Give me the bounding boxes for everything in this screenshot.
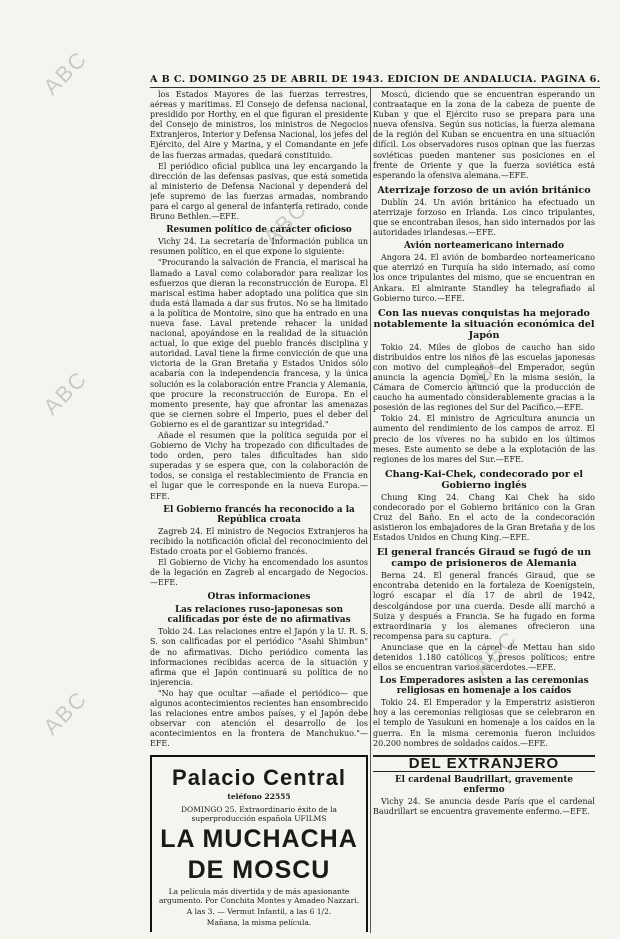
article-paragraph: Dublín 24. Un avión británico ha efectuado un aterrizaje forzoso en Irlanda. Los cinco tripulantes, que se encontraban ilesos, han sido internados por las autoridades irlandesas.—EFE.	[373, 197, 595, 238]
column-divider	[370, 88, 371, 933]
article-headline: Con las nuevas conquistas ha mejorado notablemente la situación económica del Japón	[373, 307, 595, 341]
film-title-line1: LA MUCHACHA	[160, 824, 358, 853]
article-paragraph: Tokio 24. El ministro de Agricultura anuncia un aumento del rendimiento de los campos de arroz. El precio de los víveres no ha subido en los últimos meses. Este aumento se debe a la explotación de las regiones de los mares del Sur.—EFE.	[373, 414, 595, 464]
article-paragraph: Anunciase que en la cárcel de Mettau han sido detenidos 1.180 católicos y presos políticos; entre ellos se encuentran varios sacerdotes.—EFE.	[373, 642, 595, 673]
watermark: ABC	[458, 345, 513, 400]
article-headline: Avión norteamericano internado	[404, 241, 564, 252]
article-headline: Los Emperadores asisten a las ceremonias religiosas en homenaje a los caídos	[379, 676, 589, 697]
article-paragraph: El Gobierno de Vichy ha encomendado los asuntos de la legación en Zagreb al encargado de Negocios.—EFE.	[150, 557, 368, 588]
cinema-advertisement	[150, 755, 368, 932]
article-paragraph: Chung King 24. Chang Kai Chek ha sido condecorado por el Gobierno británico con la Gran Cruz del Baño. En el acto de la condecoración asistieron los embajadores de la Gran Bretaña y de los Estados Unidos en Chung King.—EFE.	[373, 492, 595, 543]
article-paragraph: El periódico oficial publica una ley encargando la dirección de las defensas pasivas, que está sometida al ministerio de Defensa Nacional y dependerá del jefe supremo de las fuerzas armadas, nombrando para el cargo al general de infantería retirado, conde Bruno Bethlen.—EFE.	[150, 161, 368, 222]
ad-text: Mañana, la misma película.	[206, 917, 312, 927]
article-paragraph: "No hay que ocultar —añade el periódico— que algunos acontecimientos recientes han ensombrecido las relaciones entre ambos países, y el Japón debe observar con atención el desarrollo de los acontecimientos en la frontera de Manchukuo."—EFE.	[150, 688, 368, 749]
article-headline: Chang-Kai-Chek, condecorado por el Gobierno inglés	[385, 468, 583, 491]
article-paragraph: los Estados Mayores de las fuerzas terrestres, aéreas y marítimas. El Consejo de defensa nacional, presidido por Horthy, en el que figuran el presidente del Consejo de ministros, los ministros de Negocios Extranjeros, Interior y Defensa Nacional, los jefes del Ejército, del Aire y Marina, y el Comandante en jefe de las fuerzas armadas, quedará constituido.	[150, 90, 368, 160]
watermark: ABC	[38, 45, 93, 100]
article-paragraph: Vichy 24. La secretaría de Información publica un resumen político, en el que expone lo siguiente:	[150, 237, 368, 257]
watermark: ABC	[38, 685, 93, 740]
section-banner: DEL EXTRANJERO	[373, 755, 595, 772]
right-column	[373, 90, 595, 932]
article-paragraph: Tokio 24. Miles de globos de caucho han sido distribuidos entre los niños de las escuelas japonesas con motivo del cumpleaños del Emperador, según anuncia la agencia Domei. En la misma sesión, la Cámara de Comercio anunció que la producción de caucho ha aumentado considerablemente gracias a la posesión de las regiones del Sur del Pacífico.—EFE.	[373, 342, 595, 413]
article-paragraph: Vichy 24. Se anuncia desde París que el cardenal Baudrillart se encuentra gravemente enfermo.—EFE.	[373, 796, 595, 816]
article-paragraph: Añade el resumen que la política seguida por el Gobierno de Vichy ha tropezado con dificultades de todo orden, pero tales dificultades han sido superadas y se espera que, con la colaboración de todos, se consiga el restablecimiento de Francia en el lugar que le corresponde en la nueva Europa.—EFE.	[150, 431, 368, 501]
article-headline: Resumen político de carácter oficioso	[166, 225, 352, 236]
article-paragraph: Angora 24. El avión de bombardeo norteamericano que aterrizó en Turquía ha sido internado, así como los once tripulantes del mismo, que se encuentran en Ankara. El almirante Standley ha telegrafiado al Gobierno turco.—EFE.	[373, 253, 595, 303]
article-paragraph: Moscú, diciendo que se encuentran esperando un contraataque en la zona de la cabeza de puente de Kuban y que el Ejército ruso se prepara para una nueva ofensiva. Según sus noticias, la fuerza alemana de la región del Kuban se encuentra en una situación difícil. Los observadores rusos opinan que las fuerzas soviéticas pueden mantener sus posiciones en el frente de Oriente y que la fuerza soviética está esperando la ofensiva alemana.—EFE.	[373, 90, 595, 180]
article-headline: El general francés Giraud se fugó de un campo de prisioneros de Alemania	[376, 547, 592, 570]
article-paragraph: Tokio 24. El Emperador y la Emperatriz asistieron hoy a las ceremonias religiosas que se celebraron en el templo de Yasukuni en homenaje a los caídos en la guerra. En la misma ceremonia fueron incluidos 20.200 nombres de soldados caídos.—EFE.	[373, 698, 595, 748]
ad-text: DOMINGO 25. Extraordinario éxito de la superproducción española UFILMS	[181, 804, 337, 823]
article-headline: Las relaciones ruso-japonesas son calificadas por éste de no afirmativas	[167, 605, 351, 626]
article-headline: El cardenal Baudrillart, gravemente enfermo	[394, 774, 574, 795]
film-title-line2: DE MOSCU	[187, 855, 331, 884]
section-heading: Otras informaciones	[207, 592, 311, 603]
watermark: ABC	[258, 195, 313, 250]
ad-text: A las 3. — Vermut Infantil, a las 6 1/2.	[186, 906, 332, 916]
watermark: ABC	[38, 365, 93, 420]
article-paragraph: Berna 24. El general francés Giraud, que se encontraba detenido en la fortaleza de Koenigstein, logró escapar el día 17 de abril de 1942, descolgándose por una cuerda. Desde allí marchó a Suiza y después a Francia. Se ha fugado en forma extraordinaria y los alemanes ofrecieron una recompensa para su captura.	[373, 571, 595, 641]
article-headline: Aterrizaje forzoso de un avión británico	[377, 184, 591, 196]
watermark: ABC	[468, 625, 523, 680]
page-header: A B C. DOMINGO 25 DE ABRIL DE 1943. EDICION DE ANDALUCIA. PAGINA 6.	[150, 74, 600, 88]
article-paragraph: Tokio 24. Las relaciones entre el Japón y la U. R. S. S. son calificadas por el periódico "Asahi Shimbun" de no afirmativas. Dicho periódico comenta las informaciones recibidas acerca de la situación y afirma que el Japón continuará su política de no injerencia.	[150, 627, 368, 687]
article-paragraph: Zagreb 24. El ministro de Negocios Extranjeros ha recibido la notificación oficial del reconocimiento del Estado croata por el Gobierno francés.	[150, 526, 368, 556]
article-paragraph: "Procurando la salvación de Francia, el mariscal ha llamado a Laval como colaborador para realizar los esfuerzos que dieran la reconstrucción de Europa. El mariscal estima haber adoptado una política que sin duda está llamada a dar sus frutos. No se ha limitado a la política de Montoire, sino que ha entrado en una nueva fase. Laval pretende rehacer la unidad nacional, apoyándose en la realidad de la situación actual, lo que exige del pueblo francés disciplina y autoridad. Laval tiene la firme convicción de que una victoria de la Gran Bretaña y Estados Unidos sólo acabaría con la independencia francesa, y la única solución es la colaboración entre Francia y Alemania, que procure la reconstrucción de Europa. En el momento presente, hay que afrontar las amenazas que se ciernen sobre el Imperio, pues el deber del Gobierno es el de garantizar su integridad."	[150, 258, 368, 429]
left-column	[150, 90, 368, 932]
cinema-name: Palacio Central	[172, 765, 346, 791]
ad-text: La película más divertida y de más apasionante argumento. Por Conchita Montes y Amadeo Nazzari.	[158, 886, 360, 905]
cinema-phone: teléfono 22555	[227, 792, 291, 802]
article-headline: El Gobierno francés ha reconocido a la República croata	[163, 504, 355, 525]
